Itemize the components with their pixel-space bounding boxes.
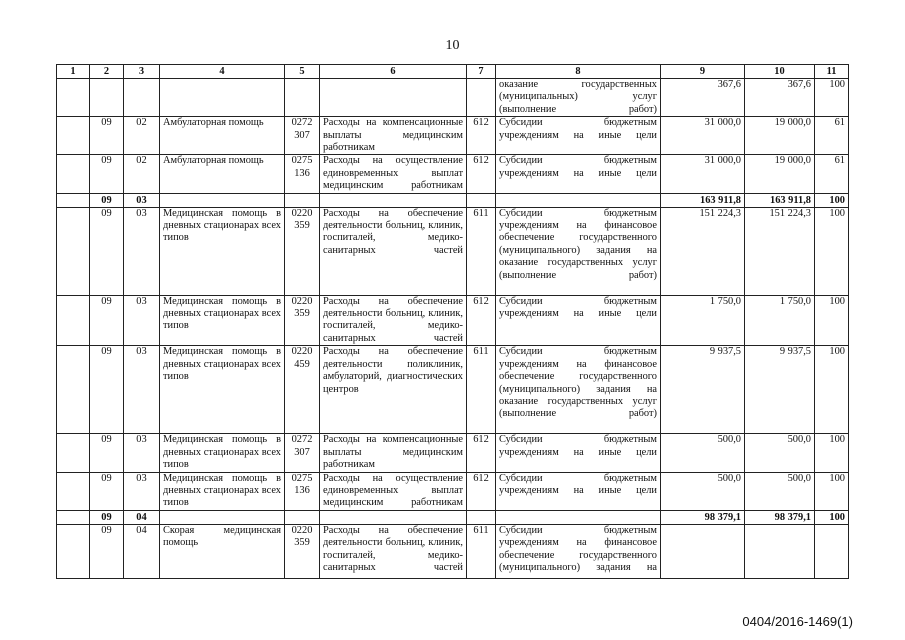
cell: Расходы на обеспечение деятельности больниц, клиник, госпиталей, медико-санитарных частей [320,207,467,295]
cell [496,510,661,524]
cell: 0272 307 [285,434,320,472]
cell: Субсидии бюджетным учреждениям на финансовое обеспечение государственного (муниципального) задания на [496,524,661,578]
page-number: 10 [445,38,460,53]
amount-cell: 31 000,0 [661,155,745,193]
cell: 03 [124,434,160,472]
cell: Расходы на обеспечение деятельности поликлиник, амбулаторий, диагностических центров [320,346,467,434]
cell: Расходы на обеспечение деятельности больниц, клиник, госпиталей, медико-санитарных частей [320,295,467,346]
cell: Расходы на обеспечение деятельности больниц, клиник, госпиталей, медико-санитарных частей [320,524,467,578]
column-header: 11 [815,65,849,79]
cell [160,193,285,207]
subtotal-row [57,193,849,207]
table-row [57,346,849,434]
column-header: 9 [661,65,745,79]
cell [57,434,90,472]
cell [57,117,90,155]
cell: 04 [124,510,160,524]
table-row [57,155,849,193]
column-header: 7 [467,65,496,79]
cell [57,524,90,578]
cell: оказание государственных (муниципальных) услуг (выполнение работ) [496,79,661,117]
cell: Амбулаторная помощь [160,117,285,155]
cell: 0220 359 [285,207,320,295]
cell: 09 [90,472,124,510]
cell: 09 [90,155,124,193]
amount-cell: 500,0 [661,434,745,472]
cell [57,346,90,434]
amount-cell: 367,6 [745,79,815,117]
table-row [57,117,849,155]
percent-cell: 100 [815,346,849,434]
subtotal-row [57,510,849,524]
cell: Скорая медицинская помощь [160,524,285,578]
amount-cell: 19 000,0 [745,117,815,155]
cell: Медицинская помощь в дневных стационарах всех типов [160,207,285,295]
cell [320,79,467,117]
cell: 09 [90,510,124,524]
cell [285,193,320,207]
amount-cell: 98 379,1 [745,510,815,524]
cell: 09 [90,524,124,578]
cell: 09 [90,346,124,434]
percent-cell: 100 [815,207,849,295]
cell [160,79,285,117]
cell [496,193,661,207]
amount-cell [661,524,745,578]
cell: 611 [467,207,496,295]
amount-cell: 19 000,0 [745,155,815,193]
cell [285,510,320,524]
cell [160,510,285,524]
amount-cell: 151 224,3 [745,207,815,295]
percent-cell: 61 [815,117,849,155]
document-code: 0404/2016-1469(1) [742,614,853,629]
cell: 0275 136 [285,155,320,193]
cell: 04 [124,524,160,578]
table-header-row [57,65,849,79]
percent-cell: 100 [815,510,849,524]
cell [57,193,90,207]
cell: 03 [124,472,160,510]
amount-cell: 1 750,0 [745,295,815,346]
cell: Субсидии бюджетным учреждениям на финансовое обеспечение государственного (муниципального) задания на оказание государственных услуг (выполнение работ) [496,207,661,295]
cell: Субсидии бюджетным учреждениям на иные цели [496,295,661,346]
cell: 0220 359 [285,295,320,346]
amount-cell: 9 937,5 [661,346,745,434]
cell: 09 [90,295,124,346]
amount-cell: 163 911,8 [745,193,815,207]
table-row [57,524,849,578]
column-header: 4 [160,65,285,79]
cell [467,79,496,117]
cell: 02 [124,117,160,155]
column-header: 1 [57,65,90,79]
cell [320,193,467,207]
cell [467,510,496,524]
table-row [57,472,849,510]
percent-cell: 61 [815,155,849,193]
cell: Расходы на осуществление единовременных выплат медицинским работникам [320,472,467,510]
cell: Субсидии бюджетным учреждениям на иные цели [496,155,661,193]
column-header: 10 [745,65,815,79]
cell: 03 [124,295,160,346]
cell: Расходы на компенсационные выплаты медицинским работникам [320,117,467,155]
cell: 611 [467,524,496,578]
cell: 09 [90,434,124,472]
percent-cell [815,524,849,578]
cell: Медицинская помощь в дневных стационарах всех типов [160,434,285,472]
amount-cell: 98 379,1 [661,510,745,524]
table-row [57,207,849,295]
cell: Амбулаторная помощь [160,155,285,193]
cell: 0220 359 [285,524,320,578]
amount-cell: 500,0 [745,434,815,472]
column-header: 5 [285,65,320,79]
cell [57,79,90,117]
cell: 0275 136 [285,472,320,510]
cell [467,193,496,207]
column-header: 2 [90,65,124,79]
cell [320,510,467,524]
percent-cell: 100 [815,193,849,207]
cell [57,472,90,510]
amount-cell: 31 000,0 [661,117,745,155]
amount-cell: 500,0 [745,472,815,510]
cell: 0220 459 [285,346,320,434]
column-header: 6 [320,65,467,79]
cell [57,155,90,193]
cell: 03 [124,346,160,434]
amount-cell [745,524,815,578]
cell [285,79,320,117]
cell: Субсидии бюджетным учреждениям на финансовое обеспечение государственного (муниципального) задания на оказание государственных услуг (выполнение работ) [496,346,661,434]
cell: 09 [90,117,124,155]
cell: 09 [90,193,124,207]
cell [57,510,90,524]
percent-cell: 100 [815,79,849,117]
cell: 03 [124,193,160,207]
cell: 612 [467,295,496,346]
cell: 611 [467,346,496,434]
cell: Субсидии бюджетным учреждениям на иные цели [496,117,661,155]
percent-cell: 100 [815,295,849,346]
cell: Расходы на осуществление единовременных выплат медицинским работникам [320,155,467,193]
budget-table [56,64,849,579]
amount-cell: 9 937,5 [745,346,815,434]
amount-cell: 163 911,8 [661,193,745,207]
cell: 612 [467,155,496,193]
cell [57,207,90,295]
cell: Медицинская помощь в дневных стационарах всех типов [160,346,285,434]
amount-cell: 500,0 [661,472,745,510]
cell: 612 [467,117,496,155]
column-header: 8 [496,65,661,79]
cell: Медицинская помощь в дневных стационарах всех типов [160,295,285,346]
cell: Расходы на компенсационные выплаты медицинским работникам [320,434,467,472]
cell [124,79,160,117]
table-row [57,434,849,472]
percent-cell: 100 [815,434,849,472]
column-header: 3 [124,65,160,79]
cell: 02 [124,155,160,193]
cell: 612 [467,472,496,510]
table-row [57,79,849,117]
cell: Медицинская помощь в дневных стационарах всех типов [160,472,285,510]
cell: 612 [467,434,496,472]
amount-cell: 1 750,0 [661,295,745,346]
cell [90,79,124,117]
cell [57,295,90,346]
amount-cell: 367,6 [661,79,745,117]
cell: 09 [90,207,124,295]
percent-cell: 100 [815,472,849,510]
cell: 0272 307 [285,117,320,155]
cell: Субсидии бюджетным учреждениям на иные цели [496,434,661,472]
table-row [57,295,849,346]
cell: 03 [124,207,160,295]
amount-cell: 151 224,3 [661,207,745,295]
cell: Субсидии бюджетным учреждениям на иные цели [496,472,661,510]
